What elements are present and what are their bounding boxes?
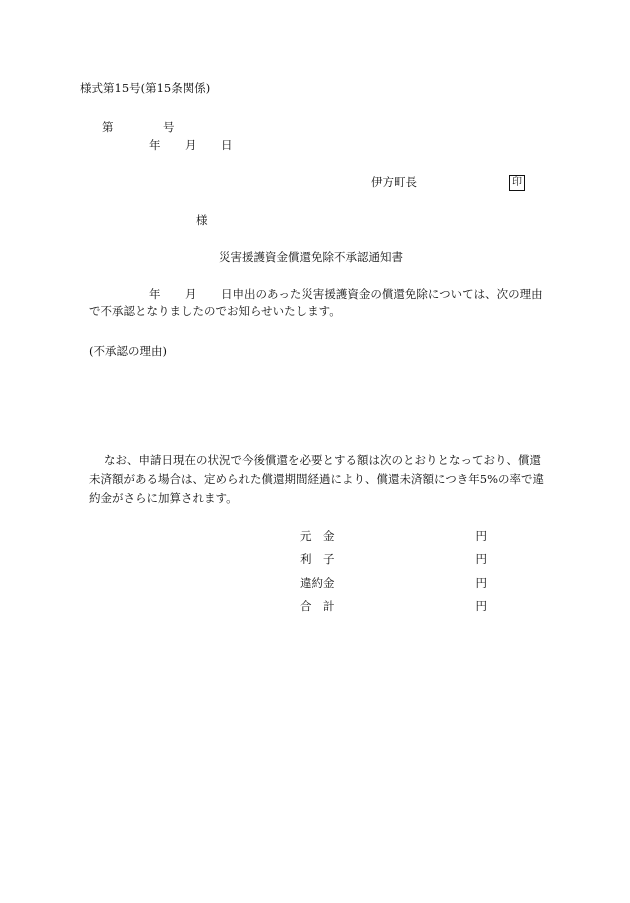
amount-label: 元 金	[300, 529, 335, 543]
doc-number-prefix: 第	[102, 120, 114, 134]
reason-heading: (不承認の理由)	[89, 344, 167, 358]
body2-line1: なお、申請日現在の状況で今後償還を必要とする額は次のとおりとなっており、償還	[104, 453, 541, 467]
doc-number-suffix: 号	[163, 120, 175, 134]
amount-row-penalty	[300, 575, 490, 591]
body1-month: 月	[185, 287, 197, 301]
seal-mark: 印	[509, 175, 525, 191]
amount-unit: 円	[475, 552, 487, 566]
amount-unit: 円	[475, 599, 487, 613]
body1-year: 年	[149, 287, 161, 301]
amount-label: 合 計	[300, 599, 335, 613]
issuer-name: 伊方町長	[371, 175, 417, 189]
amount-unit: 円	[475, 576, 487, 590]
amount-row-interest	[300, 551, 490, 567]
amount-row-principal	[300, 528, 490, 544]
document-title: 災害援護資金償還免除不承認通知書	[219, 250, 403, 264]
amount-label: 違約金	[300, 576, 335, 590]
body1-line1: 日申出のあった災害援護資金の償還免除については、次の理由	[221, 287, 543, 301]
amount-unit: 円	[475, 529, 487, 543]
date-year: 年	[149, 138, 161, 152]
body2-line3: 約金がさらに加算されます。	[89, 491, 238, 505]
body1-line2: で不承認となりましたのでお知らせいたします。	[89, 304, 341, 318]
amount-label: 利 子	[300, 552, 335, 566]
date-month: 月	[185, 138, 197, 152]
date-day: 日	[221, 138, 233, 152]
form-number: 様式第15号(第15条関係)	[80, 81, 211, 95]
addressee-suffix: 様	[196, 213, 208, 227]
body2-line2: 未済額がある場合は、定められた償還期間経過により、償還未済額につき年5%の率で違	[89, 472, 545, 486]
amount-row-total	[300, 598, 490, 614]
